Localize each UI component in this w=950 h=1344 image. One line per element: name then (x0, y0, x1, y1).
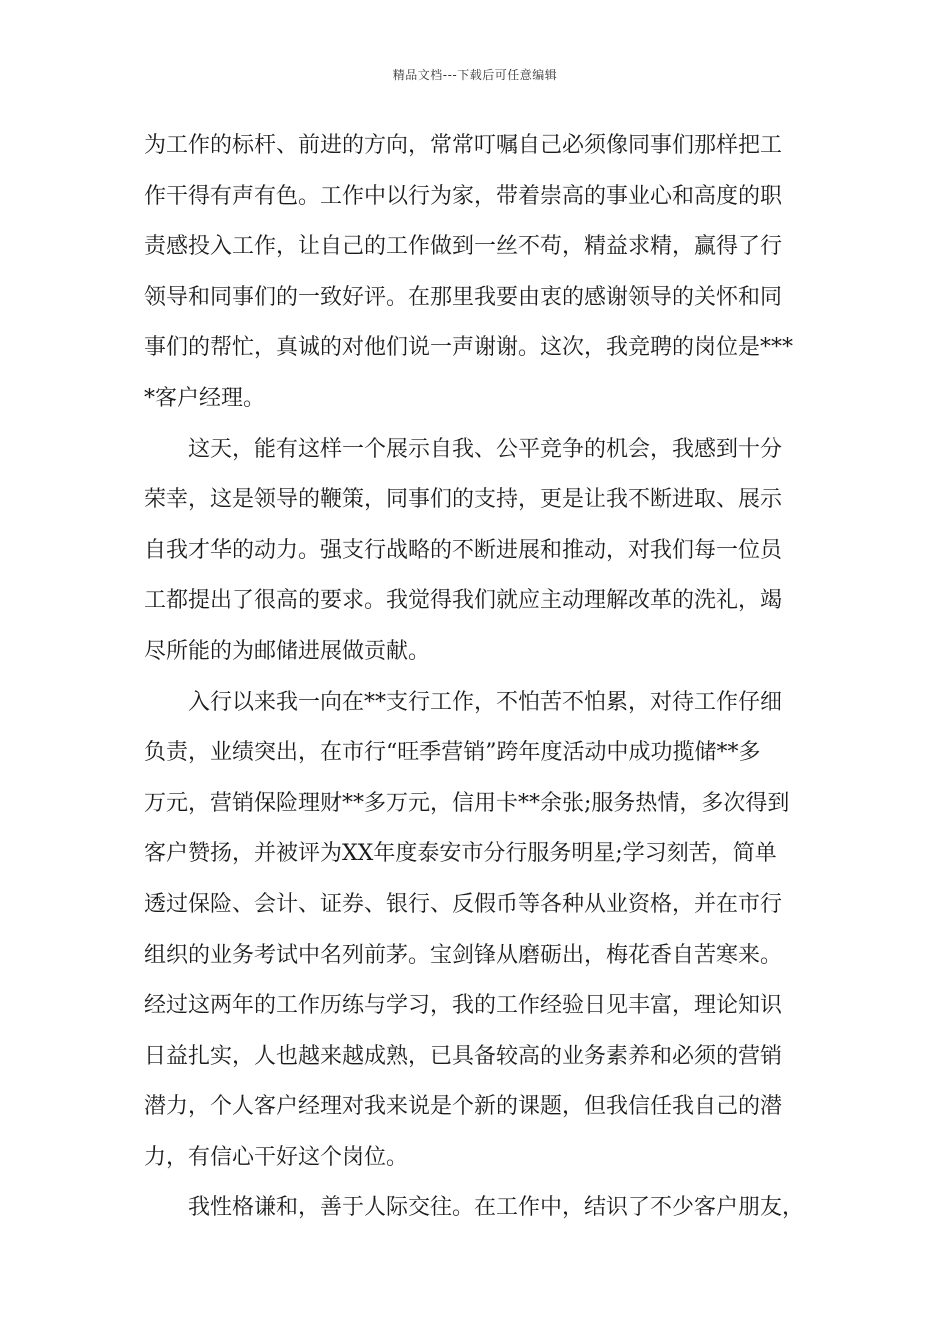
text-line: 责感投入工作，让自己的工作做到一丝不苟，精益求精，赢得了行 (144, 234, 783, 260)
text-line: 为工作的标杆、前进的方向，常常叮嘱自己必须像同事们那样把工 (144, 133, 783, 158)
text-line: 尽所能的为邮储进展做贡献。 (144, 638, 431, 664)
document-body (144, 128, 814, 1241)
paragraph-start-line: 入行以来我一向在**支行工作，不怕苦不怕累，对待工作仔细 (188, 689, 783, 715)
header-note: 精品文档---下载后可任意编辑 (392, 68, 558, 82)
paragraph-start-line: 这天，能有这样一个展示自我、公平竞争的机会，我感到十分 (188, 436, 783, 462)
text-line: 工都提出了很高的要求。我觉得我们就应主动理解改革的洗礼，竭 (144, 588, 783, 614)
text-line: 作干得有声有色。工作中以行为家，带着崇高的事业心和高度的职 (144, 183, 783, 209)
text-line: 客户赞扬，并被评为XX年度泰安市分行服务明星;学习刻苦，简单 (144, 841, 777, 867)
text-line: 领导和同事们的一致好评。在那里我要由衷的感谢领导的关怀和同 (144, 284, 783, 310)
text-line: 事们的帮忙，真诚的对他们说一声谢谢。这次，我竞聘的岗位是*** (144, 335, 794, 361)
text-line: 万元，营销保险理财**多万元，信用卡**余张;服务热情，多次得到 (144, 790, 790, 816)
text-line: 负责，业绩突出，在市行“旺季营销”跨年度活动中成功揽储**多 (144, 740, 761, 766)
text-line: 日益扎实，人也越来越成熟，已具备较高的业务素养和必须的营销 (144, 1043, 783, 1069)
text-line: 力，有信心干好这个岗位。 (144, 1144, 409, 1170)
text-line: 自我才华的动力。强支行战略的不断进展和推动，对我们每一位员 (144, 537, 783, 563)
text-line: *客户经理。 (144, 385, 266, 411)
text-line: 透过保险、会计、证券、银行、反假币等各种从业资格，并在市行 (144, 891, 783, 917)
paragraph-start-line: 我性格谦和，善于人际交往。在工作中，结识了不少客户朋友， (188, 1195, 805, 1221)
text-line: 组织的业务考试中名列前茅。宝剑锋从磨砺出，梅花香自苦寒来。 (144, 942, 783, 968)
text-line: 经过这两年的工作历练与学习，我的工作经验日见丰富，理论知识 (144, 993, 783, 1019)
text-line: 潜力，个人客户经理对我来说是个新的课题，但我信任我自己的潜 (144, 1094, 783, 1120)
text-line: 荣幸，这是领导的鞭策，同事们的支持，更是让我不断进取、展示 (144, 487, 783, 513)
